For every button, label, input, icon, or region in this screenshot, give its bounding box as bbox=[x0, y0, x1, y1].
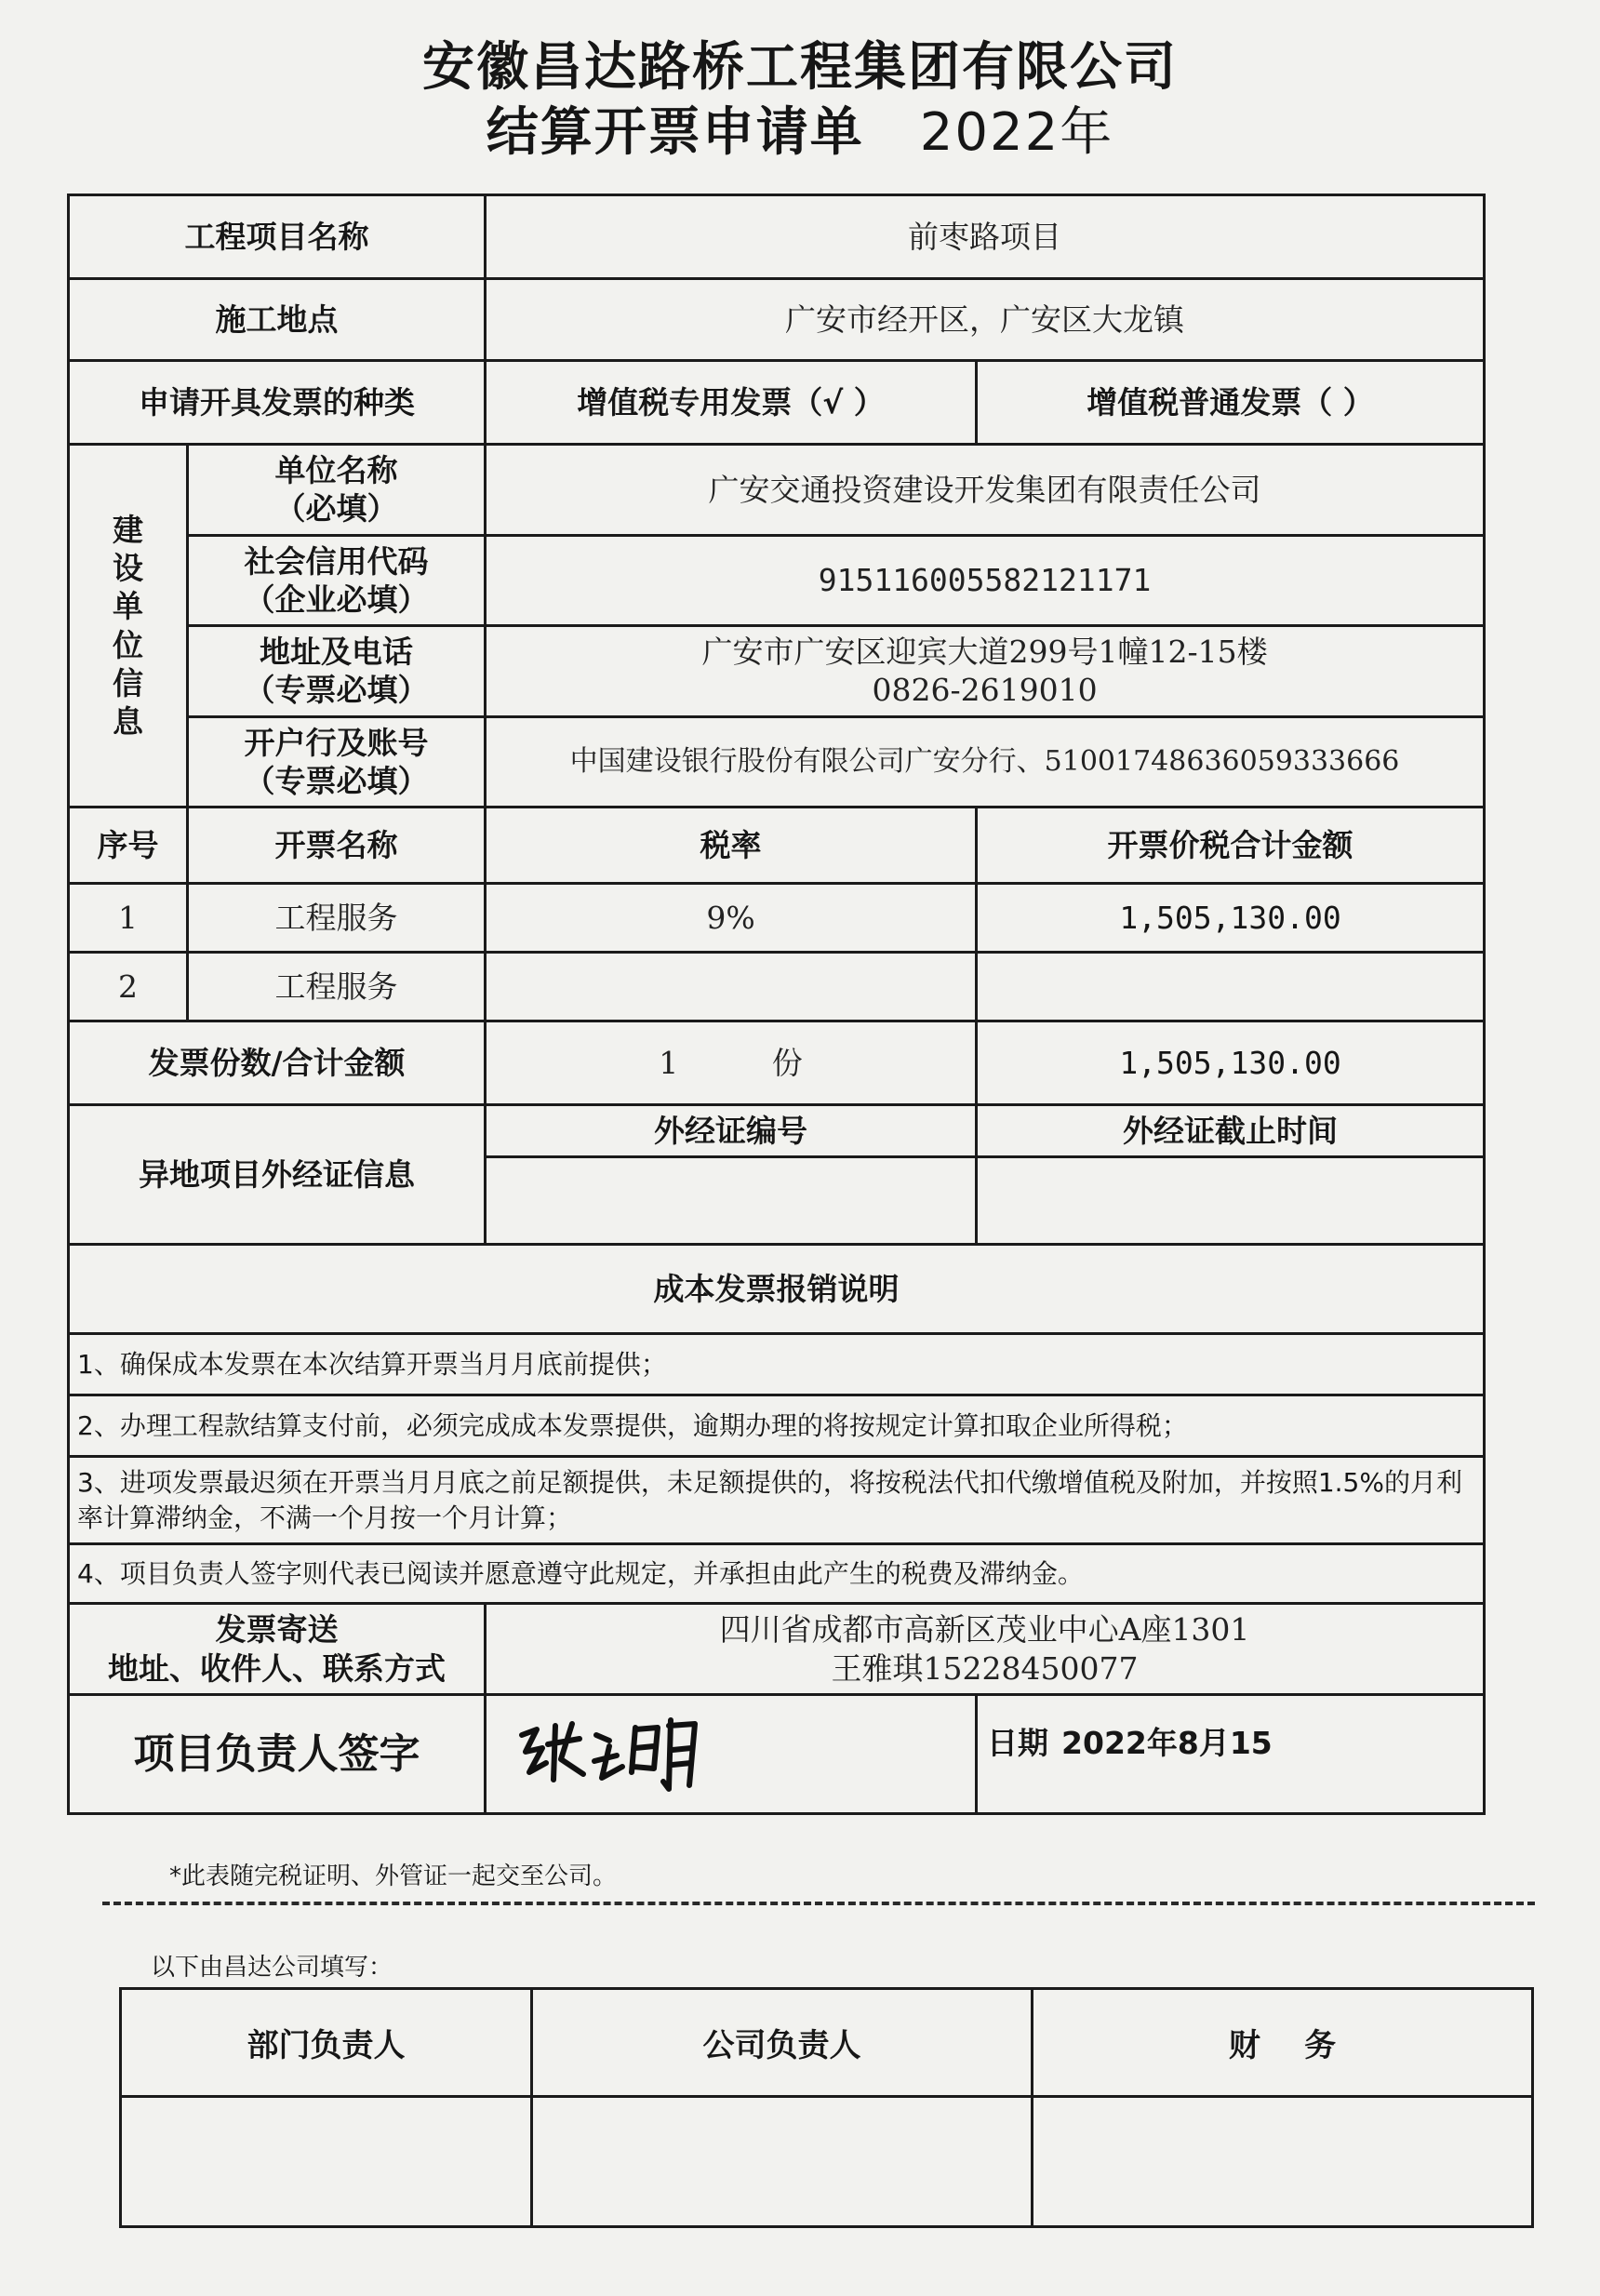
date-cell bbox=[977, 1694, 1485, 1813]
note-item: 3、进项发票最迟须在开票当月月底之前足额提供，未足额提供的，将按税法代扣代缴增值税及附加，并按照1.5%的月利率计算滞纳金，不满一个月按一个月计算； bbox=[69, 1457, 1485, 1544]
date-value: 2022年8月15 bbox=[1061, 1724, 1273, 1761]
invoice-count-unit: 份 bbox=[771, 1044, 803, 1081]
total-amount: 1,505,130.00 bbox=[977, 1021, 1485, 1105]
form-title: 结算开票申请单 bbox=[486, 102, 864, 163]
col-header-rate: 税率 bbox=[486, 808, 977, 884]
notes-title-row bbox=[69, 1245, 1485, 1334]
unit-name-value: 广安交通投资建设开发集团有限责任公司 bbox=[486, 445, 1485, 536]
mailing-address: 四川省成都市高新区茂业中心A座1301 bbox=[719, 1611, 1250, 1649]
col-header-no: 序号 bbox=[69, 808, 188, 884]
address-phone-label: 地址及电话 （专票必填） bbox=[188, 626, 486, 717]
finance-sign-cell bbox=[1033, 2097, 1533, 2227]
item-no: 1 bbox=[69, 884, 188, 953]
col-header-amount: 开票价税合计金额 bbox=[977, 808, 1485, 884]
note-item: 4、项目负责人签字则代表已阅读并愿意遵守此规定，并承担由此产生的税费及滞纳金。 bbox=[69, 1544, 1485, 1604]
cut-line-divider bbox=[102, 1902, 1535, 1905]
invoice-count-value: 1 bbox=[659, 1044, 679, 1081]
external-cert-header-row bbox=[69, 1105, 1485, 1157]
mailing-row bbox=[69, 1604, 1485, 1695]
company-head-label: 公司负责人 bbox=[532, 1989, 1033, 2097]
invoice-type-label: 申请开具发票的种类 bbox=[69, 361, 486, 445]
totals-row bbox=[69, 1021, 1485, 1105]
client-info-section-label: 建 设 单 位 信 息 bbox=[69, 445, 188, 808]
finance-label: 财 务 bbox=[1033, 1989, 1533, 2097]
items-header-row bbox=[69, 808, 1485, 884]
company-name: 安徽昌达路桥工程集团有限公司 bbox=[422, 37, 1178, 98]
credit-code-label: 社会信用代码 （企业必填） bbox=[188, 535, 486, 626]
item-amount: 1,505,130.00 bbox=[977, 884, 1485, 953]
item-rate bbox=[486, 953, 977, 1021]
project-name-row bbox=[69, 195, 1485, 279]
handwritten-signature bbox=[496, 1707, 966, 1800]
external-cert-no-label: 外经证编号 bbox=[486, 1105, 977, 1157]
footnote: *此表随完税证明、外管证一起交至公司。 bbox=[169, 1862, 618, 1890]
dept-head-label: 部门负责人 bbox=[121, 1989, 532, 2097]
note-item: 2、办理工程款结算支付前，必须完成成本发票提供，逾期办理的将按规定计算扣取企业所得税； bbox=[69, 1395, 1485, 1457]
approval-sign-row bbox=[121, 2097, 1533, 2227]
invoice-count bbox=[486, 1021, 977, 1105]
totals-label: 发票份数/合计金额 bbox=[69, 1021, 486, 1105]
mailing-contact: 王雅琪15228450077 bbox=[831, 1649, 1139, 1687]
item-name: 工程服务 bbox=[188, 953, 486, 1021]
mailing-value bbox=[486, 1604, 1485, 1695]
item-rate: 9% bbox=[486, 884, 977, 953]
company-approval-table bbox=[119, 1987, 1534, 2228]
site-label: 施工地点 bbox=[69, 279, 486, 361]
address-phone-value bbox=[486, 626, 1485, 717]
signature-row bbox=[69, 1694, 1485, 1813]
notes-title: 成本发票报销说明 bbox=[69, 1245, 1485, 1334]
table-row bbox=[69, 953, 1485, 1021]
dept-head-sign-cell bbox=[121, 2097, 532, 2227]
unit-name-row bbox=[69, 445, 1485, 536]
note-item: 1、确保成本发票在本次结算开票当月月底前提供； bbox=[69, 1334, 1485, 1395]
item-name: 工程服务 bbox=[188, 884, 486, 953]
application-table bbox=[67, 194, 1486, 1815]
signature-cell bbox=[486, 1694, 977, 1813]
form-year: 2022年 bbox=[919, 102, 1114, 163]
external-cert-no-value bbox=[486, 1157, 977, 1245]
company-fill-note: 以下由昌达公司填写： bbox=[151, 1954, 393, 1982]
mailing-label: 发票寄送 地址、收件人、联系方式 bbox=[69, 1604, 486, 1695]
signature-label: 项目负责人签字 bbox=[69, 1694, 486, 1813]
address-phone-row bbox=[69, 626, 1485, 717]
bank-account-row bbox=[69, 716, 1485, 808]
bank-account-value: 中国建设银行股份有限公司广安分行、51001748636059333666 bbox=[486, 716, 1485, 808]
table-row bbox=[69, 884, 1485, 953]
site-value: 广安市经开区，广安区大龙镇 bbox=[486, 279, 1485, 361]
date-label: 日期 bbox=[987, 1724, 1049, 1761]
note-row bbox=[69, 1457, 1485, 1544]
site-row bbox=[69, 279, 1485, 361]
note-row bbox=[69, 1395, 1485, 1457]
note-row bbox=[69, 1544, 1485, 1604]
credit-code-row bbox=[69, 535, 1485, 626]
invoice-type-normal: 增值税普通发票（ ） bbox=[977, 361, 1485, 445]
phone-value: 0826-2619010 bbox=[872, 672, 1098, 709]
item-no: 2 bbox=[69, 953, 188, 1021]
project-name-value: 前枣路项目 bbox=[486, 195, 1485, 279]
unit-name-label: 单位名称 （必填） bbox=[188, 445, 486, 536]
col-header-name: 开票名称 bbox=[188, 808, 486, 884]
item-amount bbox=[977, 953, 1485, 1021]
external-cert-label: 异地项目外经证信息 bbox=[69, 1105, 486, 1245]
invoice-type-row bbox=[69, 361, 1485, 445]
credit-code-value: 915116005582121171 bbox=[486, 535, 1485, 626]
approval-header-row bbox=[121, 1989, 1533, 2097]
company-head-sign-cell bbox=[532, 2097, 1033, 2227]
form-title-line bbox=[0, 91, 1600, 166]
project-name-label: 工程项目名称 bbox=[69, 195, 486, 279]
note-row bbox=[69, 1334, 1485, 1395]
invoice-type-special: 增值税专用发票（√ ） bbox=[486, 361, 977, 445]
external-cert-deadline-label: 外经证截止时间 bbox=[977, 1105, 1485, 1157]
bank-account-label: 开户行及账号 （专票必填） bbox=[188, 716, 486, 808]
address-value: 广安市广安区迎宾大道299号1幢12-15楼 bbox=[701, 634, 1268, 670]
external-cert-deadline-value bbox=[977, 1157, 1485, 1245]
